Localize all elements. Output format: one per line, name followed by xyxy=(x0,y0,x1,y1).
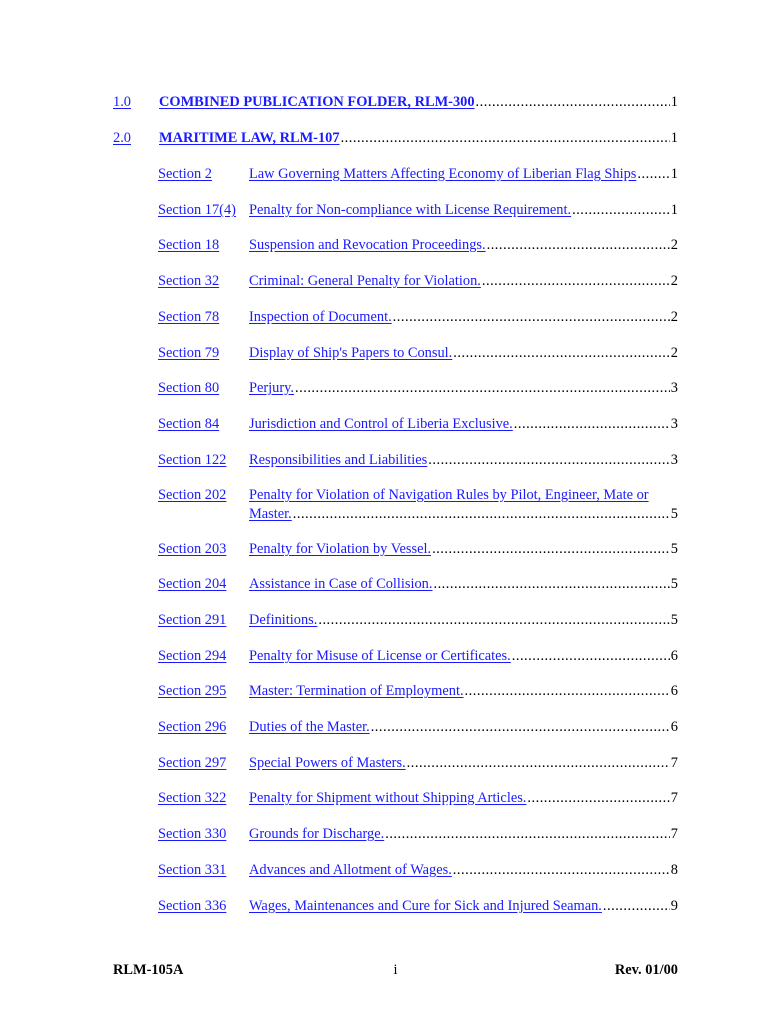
section-label[interactable]: Section 18 xyxy=(158,237,220,253)
toc-entry-title[interactable]: COMBINED PUBLICATION FOLDER, RLM-300 xyxy=(159,94,475,110)
toc-entry-number[interactable]: 2.0 xyxy=(113,130,131,146)
section-page-number: 3 xyxy=(670,452,678,468)
section-page-number: 7 xyxy=(670,790,678,806)
section-page-number: 6 xyxy=(670,648,678,664)
section-page-number: 3 xyxy=(670,380,678,396)
section-title[interactable]: Inspection of Document. xyxy=(249,309,392,325)
section-title[interactable]: Duties of the Master. xyxy=(249,719,370,735)
section-title[interactable]: Jurisdiction and Control of Liberia Exclusive. xyxy=(249,416,513,432)
section-title[interactable]: Suspension and Revocation Proceedings. xyxy=(249,237,486,253)
section-title[interactable]: Advances and Allotment of Wages. xyxy=(249,862,452,878)
section-label[interactable]: Section 84 xyxy=(158,416,220,432)
section-label[interactable]: Section 296 xyxy=(158,719,227,735)
section-page-number: 1 xyxy=(670,166,678,182)
toc-entry-number[interactable]: 1.0 xyxy=(113,94,131,110)
section-label[interactable]: Section 78 xyxy=(158,309,220,325)
section-label[interactable]: Section 295 xyxy=(158,683,227,699)
dot-leader xyxy=(572,202,670,219)
section-page-number: 2 xyxy=(670,237,678,253)
section-label[interactable]: Section 297 xyxy=(158,755,227,771)
dot-leader xyxy=(482,273,670,290)
section-title[interactable]: Perjury. xyxy=(249,380,295,396)
section-page-number: 2 xyxy=(670,309,678,325)
section-label[interactable]: Section 204 xyxy=(158,576,227,592)
section-page-number: 2 xyxy=(670,273,678,289)
dot-leader xyxy=(318,612,669,629)
section-label[interactable]: Section 32 xyxy=(158,273,220,289)
section-page-number: 5 xyxy=(670,576,678,592)
dot-leader xyxy=(428,452,670,469)
section-title[interactable]: Law Governing Matters Affecting Economy of Liberian Flag Ships xyxy=(249,166,637,182)
section-page-number: 6 xyxy=(670,683,678,699)
section-label[interactable]: Section 2 xyxy=(158,166,212,182)
section-label[interactable]: Section 17(4) xyxy=(158,202,236,218)
footer-page-numeral: i xyxy=(393,962,398,978)
dot-leader xyxy=(293,506,670,523)
section-page-number: 8 xyxy=(670,862,678,878)
section-title[interactable]: Responsibilities and Liabilities xyxy=(249,452,428,468)
dot-leader xyxy=(385,826,670,843)
section-label[interactable]: Section 322 xyxy=(158,790,227,806)
dot-leader xyxy=(371,719,670,736)
section-title[interactable]: Penalty for Misuse of License or Certificates. xyxy=(249,648,511,664)
dot-leader xyxy=(487,237,670,254)
dot-leader xyxy=(527,790,669,807)
section-title[interactable]: Wages, Maintenances and Cure for Sick and Injured Seaman. xyxy=(249,898,602,914)
section-page-number: 3 xyxy=(670,416,678,432)
dot-leader xyxy=(433,576,669,593)
toc-page-number: 1 xyxy=(670,94,678,110)
section-page-number: 2 xyxy=(670,345,678,361)
section-title[interactable]: Master: Termination of Employment. xyxy=(249,683,464,699)
footer-revision: Rev. 01/00 xyxy=(614,962,678,978)
section-title[interactable]: Grounds for Discharge. xyxy=(249,826,385,842)
footer-doc-id: RLM-105A xyxy=(113,962,184,978)
dot-leader xyxy=(453,862,670,879)
dot-leader xyxy=(512,648,670,665)
section-page-number: 1 xyxy=(670,202,678,218)
section-label[interactable]: Section 291 xyxy=(158,612,227,628)
section-label[interactable]: Section 294 xyxy=(158,648,227,664)
section-label[interactable]: Section 79 xyxy=(158,345,220,361)
dot-leader xyxy=(295,380,670,397)
section-title[interactable]: Assistance in Case of Collision. xyxy=(249,576,433,592)
section-label[interactable]: Section 202 xyxy=(158,487,227,503)
section-page-number: 9 xyxy=(670,898,678,914)
section-label[interactable]: Section 203 xyxy=(158,541,227,557)
section-page-number: 5 xyxy=(670,506,678,522)
section-title[interactable]: Penalty for Violation of Navigation Rules by Pilot, Engineer, Mate or xyxy=(249,487,649,503)
section-label[interactable]: Section 330 xyxy=(158,826,227,842)
toc-entry-title[interactable]: MARITIME LAW, RLM-107 xyxy=(159,130,340,146)
section-label[interactable]: Section 122 xyxy=(158,452,227,468)
dot-leader xyxy=(637,166,669,183)
dot-leader xyxy=(432,541,670,558)
section-label[interactable]: Section 336 xyxy=(158,898,227,914)
dot-leader xyxy=(465,683,670,700)
section-title[interactable]: Display of Ship's Papers to Consul. xyxy=(249,345,453,361)
dot-leader xyxy=(453,345,670,362)
section-title[interactable]: Penalty for Non-compliance with License Requirement. xyxy=(249,202,572,218)
section-page-number: 6 xyxy=(670,719,678,735)
dot-leader xyxy=(476,94,670,111)
section-page-number: 5 xyxy=(670,612,678,628)
dot-leader xyxy=(393,309,670,326)
section-label[interactable]: Section 331 xyxy=(158,862,227,878)
dot-leader xyxy=(514,416,670,433)
section-label[interactable]: Section 80 xyxy=(158,380,220,396)
dot-leader xyxy=(341,130,670,147)
section-title[interactable]: Special Powers of Masters. xyxy=(249,755,406,771)
section-page-number: 7 xyxy=(670,755,678,771)
dot-leader xyxy=(407,755,670,772)
page-footer xyxy=(113,962,678,982)
section-page-number: 7 xyxy=(670,826,678,842)
section-title[interactable]: Definitions. xyxy=(249,612,318,628)
section-title-continuation[interactable]: Master. xyxy=(249,506,292,522)
section-title[interactable]: Penalty for Violation by Vessel. xyxy=(249,541,432,557)
section-title[interactable]: Criminal: General Penalty for Violation. xyxy=(249,273,481,289)
section-page-number: 5 xyxy=(670,541,678,557)
dot-leader xyxy=(603,898,670,915)
toc-page-number: 1 xyxy=(670,130,678,146)
section-title[interactable]: Penalty for Shipment without Shipping Articles. xyxy=(249,790,527,806)
